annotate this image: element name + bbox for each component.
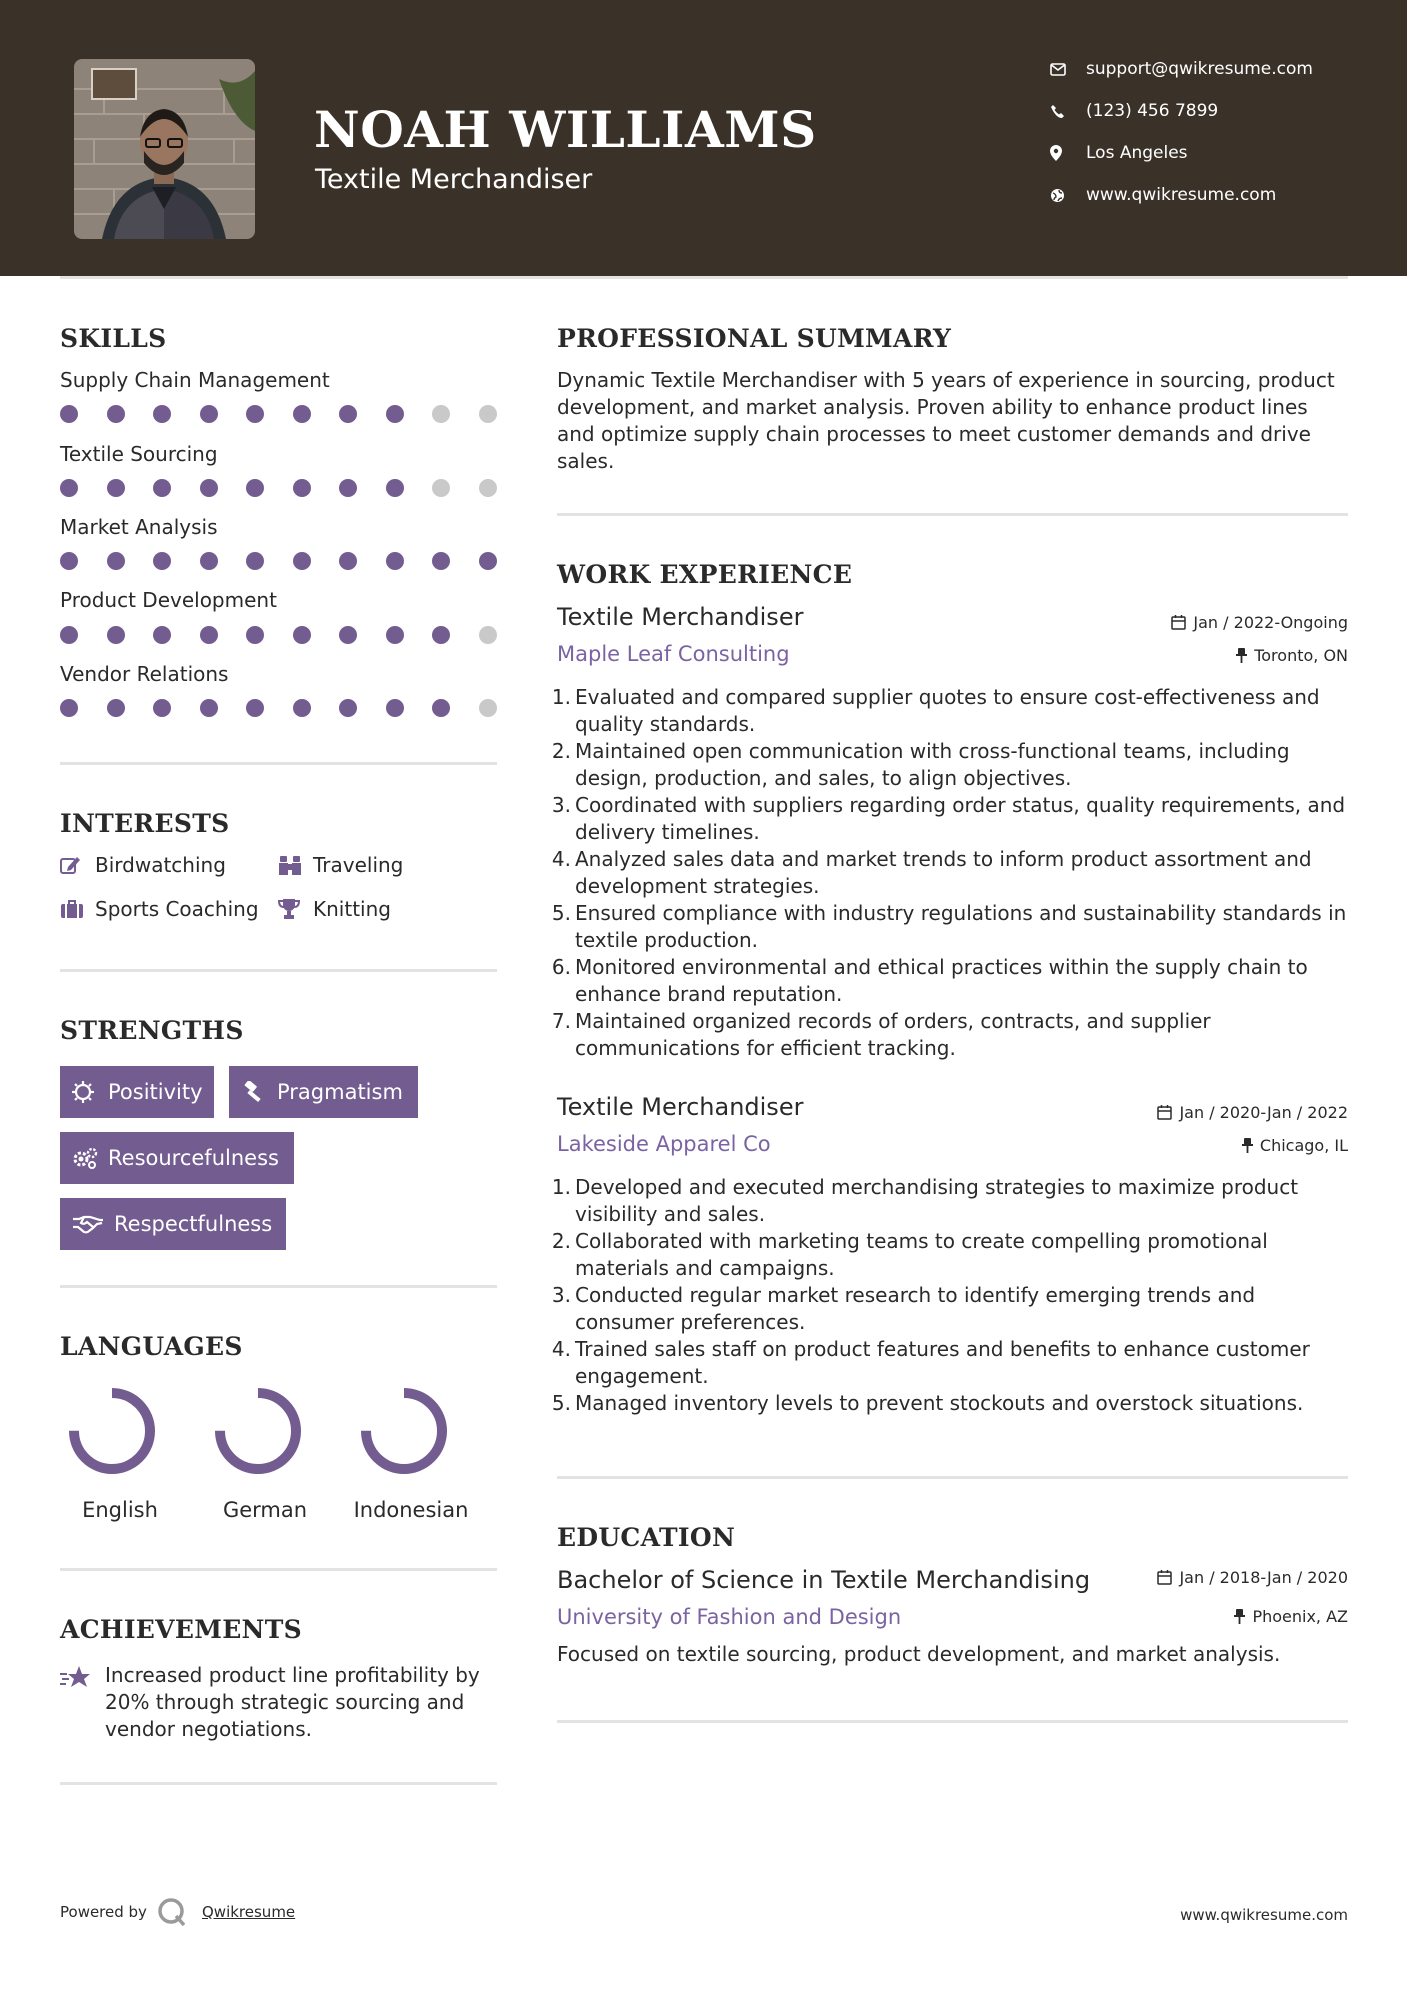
strengths-heading: STRENGTHS — [60, 1016, 244, 1045]
job-dates — [1157, 1103, 1348, 1122]
list-item: Developed and executed merchandising strategies to maximize product visibility and sales. — [575, 1175, 1299, 1226]
section-divider — [557, 1720, 1348, 1723]
skill-dot-filled — [246, 626, 264, 644]
skill-dot-filled — [200, 626, 218, 644]
strength-label: Positivity — [108, 1080, 203, 1104]
interest-item — [278, 897, 391, 921]
language-level-arc — [74, 1393, 150, 1469]
pushpin-icon — [1242, 1138, 1253, 1153]
interest-label: Birdwatching — [95, 853, 226, 877]
skill-dot-filled — [293, 552, 311, 570]
skill-dot-filled — [432, 552, 450, 570]
language-level-ring — [67, 1386, 157, 1476]
education-description: Focused on textile sourcing, product development, and market analysis. — [557, 1642, 1281, 1666]
interest-label: Sports Coaching — [95, 897, 259, 921]
header-divider — [60, 276, 1348, 279]
skill-dot-filled — [386, 405, 404, 423]
list-item: Monitored environmental and ethical practices within the supply chain to enhance brand reputation. — [575, 955, 1308, 1006]
list-item: Collaborated with marketing teams to create compelling promotional materials and campaigns. — [575, 1229, 1268, 1280]
responsibility-list — [575, 1174, 1355, 1417]
section-divider — [60, 969, 497, 972]
calendar-icon — [1171, 615, 1186, 630]
strength-label: Resourcefulness — [108, 1146, 279, 1170]
job-location-text: Toronto, ON — [1254, 646, 1348, 665]
skill-dot-filled — [107, 405, 125, 423]
skill-dot-filled — [339, 626, 357, 644]
skill-dot-filled — [153, 626, 171, 644]
section-divider — [557, 513, 1348, 516]
list-item: Trained sales staff on product features and benefits to enhance customer engagement. — [575, 1337, 1310, 1388]
list-item: Ensured compliance with industry regulations and sustainability standards in textile production. — [575, 901, 1347, 952]
gavel-icon — [241, 1081, 277, 1103]
skill-dot-filled — [60, 479, 78, 497]
skill-rating — [60, 552, 500, 572]
skill-dot-filled — [432, 626, 450, 644]
contact-email[interactable] — [1050, 54, 1380, 84]
skill-dot-empty — [479, 405, 497, 423]
language-level-ring — [213, 1386, 303, 1476]
skill-dot-filled — [60, 626, 78, 644]
skill-dot-filled — [60, 405, 78, 423]
job-location-text: Chicago, IL — [1259, 1136, 1348, 1155]
interest-label: Traveling — [313, 853, 404, 877]
skill-dot-filled — [60, 552, 78, 570]
candidate-role: Textile Merchandiser — [315, 164, 593, 195]
skill-label: Supply Chain Management — [60, 368, 330, 392]
experience-heading: WORK EXPERIENCE — [557, 560, 853, 589]
degree-title: Bachelor of Science in Textile Merchandising — [557, 1566, 1091, 1594]
skill-dot-empty — [479, 699, 497, 717]
contact-website-text: www.qwikresume.com — [1086, 185, 1277, 205]
skill-dot-filled — [200, 552, 218, 570]
skill-label: Product Development — [60, 588, 277, 612]
skill-dot-filled — [479, 552, 497, 570]
skill-dot-filled — [153, 479, 171, 497]
list-item: Coordinated with suppliers regarding order status, quality requirements, and delivery timelines. — [575, 793, 1346, 844]
language-level-ring — [359, 1386, 449, 1476]
strength-badge — [60, 1066, 214, 1118]
footer-website-link[interactable]: www.qwikresume.com — [1180, 1906, 1348, 1924]
skill-dot-filled — [200, 479, 218, 497]
contact-email-text: support@qwikresume.com — [1086, 59, 1313, 79]
skill-dot-empty — [479, 626, 497, 644]
skill-dot-filled — [432, 699, 450, 717]
skills-heading: SKILLS — [60, 324, 167, 353]
pushpin-icon — [1234, 1609, 1245, 1624]
contact-location-text: Los Angeles — [1086, 143, 1188, 163]
language-level-arc — [220, 1393, 296, 1469]
powered-by-text: Powered by — [60, 1903, 147, 1921]
skill-dot-filled — [153, 699, 171, 717]
interest-label: Knitting — [313, 897, 391, 921]
qwikresume-logo-icon — [157, 1897, 187, 1931]
skill-dot-filled — [386, 699, 404, 717]
education-dates-text: Jan / 2018-Jan / 2020 — [1179, 1568, 1348, 1587]
calendar-icon — [1157, 1570, 1172, 1585]
skill-label: Textile Sourcing — [60, 442, 218, 466]
globe-icon — [1050, 188, 1086, 203]
list-item: Managed inventory levels to prevent stockouts and overstock situations. — [575, 1391, 1304, 1415]
skill-dot-filled — [293, 405, 311, 423]
summary-heading: PROFESSIONAL SUMMARY — [557, 324, 952, 353]
skill-dot-filled — [339, 699, 357, 717]
sun-icon — [72, 1081, 108, 1103]
contact-location — [1050, 138, 1380, 168]
gears-icon — [72, 1147, 108, 1169]
star-icon — [60, 1665, 92, 1691]
achievement-text: Increased product line profitability by 20% through strategic sourcing and vendor negotiations. — [105, 1663, 480, 1741]
header-banner — [0, 0, 1407, 276]
list-item: Maintained open communication with cross-functional teams, including design, production, and sales, to align objectives. — [575, 739, 1290, 790]
skill-rating — [60, 626, 500, 646]
pushpin-icon — [1236, 648, 1247, 663]
job-title: Textile Merchandiser — [557, 603, 804, 631]
skill-dot-filled — [293, 626, 311, 644]
skill-dot-filled — [246, 699, 264, 717]
strength-badge — [60, 1132, 294, 1184]
strength-badge — [229, 1066, 418, 1118]
language-label: Indonesian — [353, 1498, 469, 1522]
job-dates-text: Jan / 2020-Jan / 2022 — [1179, 1103, 1348, 1122]
strength-label: Pragmatism — [277, 1080, 403, 1104]
skill-dot-filled — [107, 699, 125, 717]
job-dates-text: Jan / 2022-Ongoing — [1193, 613, 1348, 632]
skill-dot-filled — [339, 552, 357, 570]
education-dates — [1157, 1568, 1348, 1587]
section-divider — [60, 1568, 497, 1571]
candidate-name: NOAH WILLIAMS — [314, 100, 817, 159]
skill-dot-filled — [200, 699, 218, 717]
handshake-icon — [72, 1214, 114, 1234]
company-name: Maple Leaf Consulting — [557, 642, 790, 666]
education-location-text: Phoenix, AZ — [1252, 1607, 1348, 1626]
list-item: Conducted regular market research to identify emerging trends and consumer preferences. — [575, 1283, 1256, 1334]
list-item: Maintained organized records of orders, contracts, and supplier communications for efficient tracking. — [575, 1009, 1211, 1060]
interest-item — [60, 897, 259, 921]
skill-dot-filled — [107, 552, 125, 570]
contact-phone-text: (123) 456 7899 — [1086, 101, 1219, 121]
skill-dot-filled — [107, 626, 125, 644]
skill-dot-filled — [246, 405, 264, 423]
map-pin-icon — [1050, 145, 1086, 161]
interests-heading: INTERESTS — [60, 809, 230, 838]
skill-dot-filled — [60, 699, 78, 717]
strength-badge — [60, 1198, 286, 1250]
skill-dot-filled — [386, 626, 404, 644]
briefcase-icon — [60, 899, 95, 919]
contact-website[interactable] — [1050, 180, 1380, 210]
skill-dot-empty — [432, 479, 450, 497]
skill-dot-filled — [246, 552, 264, 570]
skill-dot-filled — [293, 699, 311, 717]
skill-dot-empty — [432, 405, 450, 423]
job-dates — [1171, 613, 1348, 632]
skill-rating — [60, 699, 500, 719]
language-label: English — [82, 1498, 158, 1522]
section-divider — [60, 762, 497, 765]
qwikresume-link[interactable]: Qwikresume — [202, 1903, 296, 1921]
skill-rating — [60, 405, 500, 425]
skill-dot-empty — [479, 479, 497, 497]
interest-item — [278, 853, 403, 877]
education-heading: EDUCATION — [557, 1523, 736, 1552]
job-location — [1242, 1136, 1348, 1155]
summary-text: Dynamic Textile Merchandiser with 5 years of experience in sourcing, product development, and market analysis. Proven ability to enhance product lines and optimize supply chain processes to meet customer demands and drive sales. — [557, 368, 1335, 473]
edit-icon — [60, 855, 95, 875]
section-divider — [557, 1476, 1348, 1479]
interest-item — [60, 853, 226, 877]
trophy-icon — [278, 898, 313, 920]
skill-dot-filled — [153, 405, 171, 423]
skill-dot-filled — [386, 552, 404, 570]
languages-heading: LANGUAGES — [60, 1332, 243, 1361]
skill-dot-filled — [107, 479, 125, 497]
contact-phone[interactable] — [1050, 96, 1380, 126]
school-name: University of Fashion and Design — [557, 1605, 902, 1629]
profile-photo — [74, 59, 255, 239]
responsibility-list — [575, 684, 1355, 1062]
list-item: Evaluated and compared supplier quotes to ensure cost-effectiveness and quality standards. — [575, 685, 1320, 736]
skill-dot-filled — [386, 479, 404, 497]
skill-label: Market Analysis — [60, 515, 218, 539]
skill-dot-filled — [246, 479, 264, 497]
binoculars-icon — [278, 854, 313, 876]
skill-label: Vendor Relations — [60, 662, 229, 686]
skill-dot-filled — [153, 552, 171, 570]
skill-dot-filled — [339, 405, 357, 423]
achievements-heading: ACHIEVEMENTS — [60, 1615, 302, 1644]
skill-rating — [60, 479, 500, 499]
section-divider — [60, 1285, 497, 1288]
calendar-icon — [1157, 1105, 1172, 1120]
skill-dot-filled — [339, 479, 357, 497]
list-item: Analyzed sales data and market trends to inform product assortment and development strategies. — [575, 847, 1312, 898]
language-level-arc — [366, 1393, 442, 1469]
skill-dot-filled — [200, 405, 218, 423]
language-label: German — [222, 1498, 308, 1522]
company-name: Lakeside Apparel Co — [557, 1132, 771, 1156]
envelope-icon — [1050, 63, 1086, 76]
section-divider — [60, 1782, 497, 1785]
job-title: Textile Merchandiser — [557, 1093, 804, 1121]
skill-dot-filled — [293, 479, 311, 497]
education-location — [1234, 1607, 1348, 1626]
job-location — [1236, 646, 1348, 665]
phone-icon — [1050, 104, 1086, 119]
strength-label: Respectfulness — [114, 1212, 273, 1236]
